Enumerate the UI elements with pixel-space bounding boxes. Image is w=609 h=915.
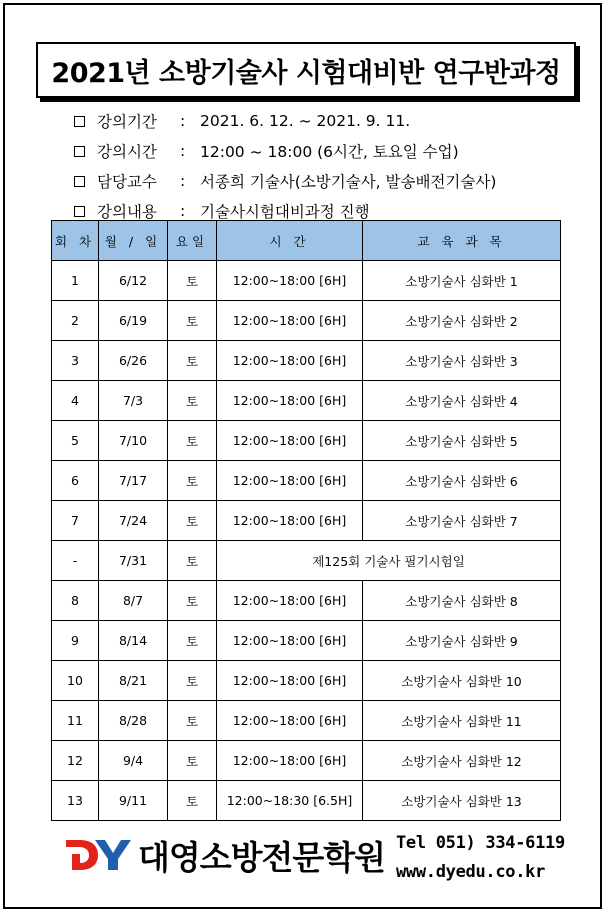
- table-row: [52, 341, 561, 381]
- logo-letter-d: [66, 840, 98, 870]
- info-value: 2021. 6. 12. ~ 2021. 9. 11.: [200, 112, 411, 130]
- cell-subject: 소방기술사 심화반 11: [363, 701, 561, 741]
- cell-time: 12:00~18:00 [6H]: [217, 381, 363, 421]
- info-colon: :: [180, 142, 186, 160]
- cell-subject: 소방기술사 심화반 2: [363, 301, 561, 341]
- column-header-date: 월 / 일: [99, 221, 168, 261]
- cell-time: 12:00~18:00 [6H]: [217, 301, 363, 341]
- cell-date: 7/10: [99, 421, 168, 461]
- info-row-time: [74, 136, 574, 166]
- info-colon: :: [180, 202, 186, 220]
- info-label: 담당교수: [97, 173, 157, 191]
- info-value: 12:00 ~ 18:00 (6시간, 토요일 수업): [200, 143, 459, 161]
- table-row: [52, 301, 561, 341]
- checkbox-bullet-icon: [74, 116, 85, 127]
- cell-exam-note: 제125회 기술사 필기시험일: [217, 541, 561, 581]
- cell-day: 토: [168, 501, 217, 541]
- cell-session: 10: [52, 661, 99, 701]
- cell-session: 12: [52, 741, 99, 781]
- cell-day: 토: [168, 261, 217, 301]
- cell-session: 7: [52, 501, 99, 541]
- cell-time: 12:00~18:00 [6H]: [217, 581, 363, 621]
- cell-subject: 소방기술사 심화반 10: [363, 661, 561, 701]
- cell-session: 4: [52, 381, 99, 421]
- cell-day: 토: [168, 341, 217, 381]
- cell-time: 12:00~18:00 [6H]: [217, 421, 363, 461]
- table-row: [52, 781, 561, 821]
- cell-date: 8/21: [99, 661, 168, 701]
- cell-date: 8/28: [99, 701, 168, 741]
- cell-session: 8: [52, 581, 99, 621]
- info-colon: :: [180, 172, 186, 190]
- cell-day: 토: [168, 621, 217, 661]
- cell-session: 9: [52, 621, 99, 661]
- cell-date: 6/19: [99, 301, 168, 341]
- cell-subject: 소방기술사 심화반 6: [363, 461, 561, 501]
- schedule-table: [51, 220, 561, 821]
- info-colon: :: [180, 112, 186, 130]
- cell-time: 12:00~18:00 [6H]: [217, 461, 363, 501]
- cell-day: 토: [168, 301, 217, 341]
- cell-time: 12:00~18:00 [6H]: [217, 501, 363, 541]
- cell-session: 11: [52, 701, 99, 741]
- column-header-subject: 교 육 과 목: [363, 221, 561, 261]
- cell-time: 12:00~18:30 [6.5H]: [217, 781, 363, 821]
- column-header-day: 요일: [168, 221, 217, 261]
- cell-subject: 소방기술사 심화반 3: [363, 341, 561, 381]
- cell-subject: 소방기술사 심화반 13: [363, 781, 561, 821]
- schedule-body: [52, 261, 561, 821]
- cell-day: 토: [168, 541, 217, 581]
- cell-date: 6/26: [99, 341, 168, 381]
- table-row: [52, 421, 561, 461]
- info-label: 강의기간: [97, 113, 157, 131]
- cell-day: 토: [168, 461, 217, 501]
- website-link[interactable]: www.dyedu.co.kr: [396, 862, 546, 882]
- column-header-time: 시 간: [217, 221, 363, 261]
- table-row: [52, 621, 561, 661]
- cell-date: 7/17: [99, 461, 168, 501]
- checkbox-bullet-icon: [74, 206, 85, 217]
- cell-day: 토: [168, 741, 217, 781]
- cell-day: 토: [168, 581, 217, 621]
- cell-session: 1: [52, 261, 99, 301]
- cell-day: 토: [168, 661, 217, 701]
- cell-subject: 소방기술사 심화반 9: [363, 621, 561, 661]
- cell-day: 토: [168, 701, 217, 741]
- cell-time: 12:00~18:00 [6H]: [217, 341, 363, 381]
- table-row: [52, 581, 561, 621]
- cell-date: 6/12: [99, 261, 168, 301]
- info-value: 기술사시험대비과정 진행: [200, 203, 370, 221]
- cell-subject: 소방기술사 심화반 4: [363, 381, 561, 421]
- cell-day: 토: [168, 781, 217, 821]
- table-row: [52, 501, 561, 541]
- cell-time: 12:00~18:00 [6H]: [217, 621, 363, 661]
- cell-subject: 소방기술사 심화반 8: [363, 581, 561, 621]
- dy-logo-icon: [62, 834, 134, 876]
- info-label: 강의내용: [97, 203, 157, 221]
- cell-time: 12:00~18:00 [6H]: [217, 741, 363, 781]
- cell-day: 토: [168, 421, 217, 461]
- table-row: [52, 701, 561, 741]
- table-row: [52, 741, 561, 781]
- cell-time: 12:00~18:00 [6H]: [217, 701, 363, 741]
- info-value: 서종희 기술사(소방기술사, 발송배전기술사): [200, 173, 497, 191]
- table-row: [52, 381, 561, 421]
- cell-date: 8/14: [99, 621, 168, 661]
- cell-date: 9/11: [99, 781, 168, 821]
- cell-subject: 소방기술사 심화반 7: [363, 501, 561, 541]
- cell-session: 5: [52, 421, 99, 461]
- checkbox-bullet-icon: [74, 176, 85, 187]
- cell-time: 12:00~18:00 [6H]: [217, 661, 363, 701]
- checkbox-bullet-icon: [74, 146, 85, 157]
- cell-date: 7/31: [99, 541, 168, 581]
- title-box: [36, 42, 576, 98]
- course-info: [74, 106, 574, 226]
- cell-subject: 소방기술사 심화반 5: [363, 421, 561, 461]
- cell-session: 3: [52, 341, 99, 381]
- info-label: 강의시간: [97, 143, 157, 161]
- column-header-session: 회 차: [52, 221, 99, 261]
- cell-subject: 소방기술사 심화반 1: [363, 261, 561, 301]
- table-row: [52, 541, 561, 581]
- cell-date: 9/4: [99, 741, 168, 781]
- cell-subject: 소방기술사 심화반 12: [363, 741, 561, 781]
- cell-date: 7/3: [99, 381, 168, 421]
- cell-date: 7/24: [99, 501, 168, 541]
- table-header-row: [52, 221, 561, 261]
- table-row: [52, 661, 561, 701]
- telephone: Tel 051) 334-6119: [396, 833, 565, 853]
- cell-session: -: [52, 541, 99, 581]
- info-row-instructor: [74, 166, 574, 196]
- cell-session: 13: [52, 781, 99, 821]
- cell-date: 8/7: [99, 581, 168, 621]
- cell-time: 12:00~18:00 [6H]: [217, 261, 363, 301]
- cell-day: 토: [168, 381, 217, 421]
- page-title: 2021년 소방기술사 시험대비반 연구반과정: [51, 57, 561, 89]
- table-row: [52, 461, 561, 501]
- contact-block: [396, 829, 565, 887]
- logo-letter-y: [95, 840, 131, 870]
- cell-session: 2: [52, 301, 99, 341]
- table-row: [52, 261, 561, 301]
- academy-name: 대영소방전문학원: [138, 838, 386, 877]
- cell-session: 6: [52, 461, 99, 501]
- info-row-period: [74, 106, 574, 136]
